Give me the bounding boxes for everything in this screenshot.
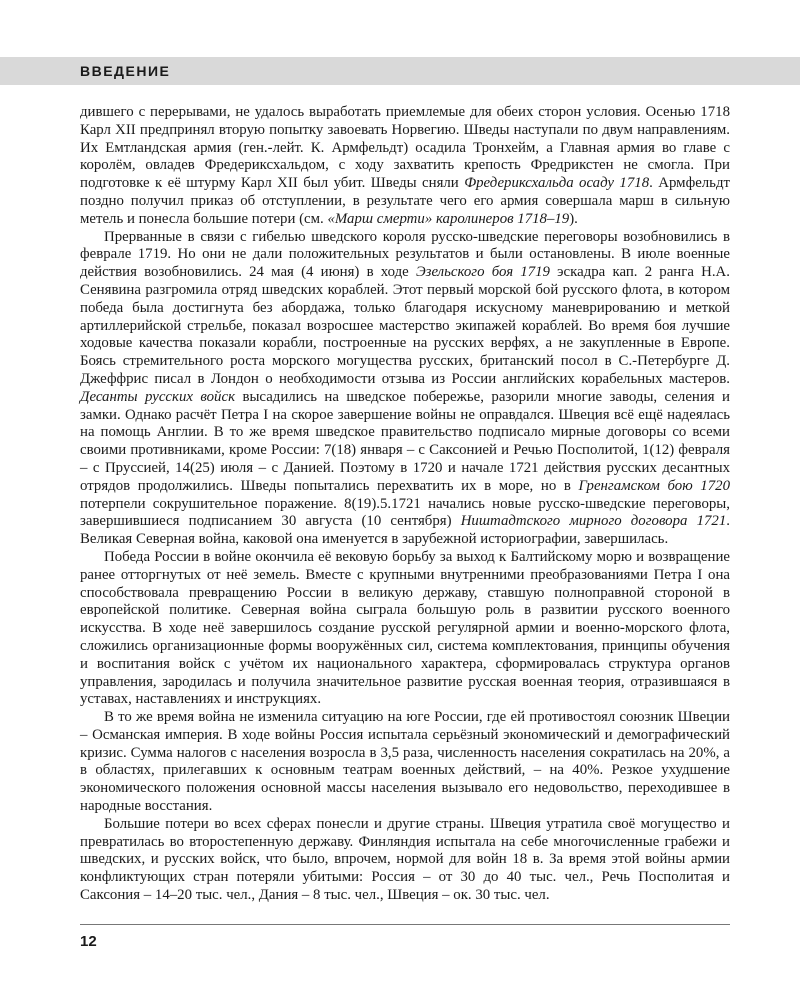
paragraph-text: Победа России в войне окончила её вековую борьбу за выход к Балтийскому морю и возвращение ранее отторгнутых от неё земель. Вместе с крупными внутренними преобразованиями Петра I она способствовала превращению России в великую державу, ставшую полноправной стороной в европейской политике. Северная война сыграла большую роль в развитии русского военного искусства. В ходе неё завершилось создание русской регулярной армии и военно-морского флота, сложились организационные формы вооружённых сил, система комплектования, принципы обучения и воспитания войск с учётом их национального характера, сформировалась структура органов управления, зародилась и получила значительное развитие русская военная теория, отразившаяся в уставах, наставлениях и инструкциях. (80, 548, 730, 708)
paragraph-text: эскадра кап. 2 ранга Н.А. Сенявина разгромила отряд шведских кораблей. Этот первый морской бой русского флота, в котором победа была достигнута без абордажа, только благодаря искусному маневрированию и меткой артиллерийской стрельбе, показал возросшее мастерство экипажей кораблей. Во время боя лучшие ходовые качества показали корабли, построенные на русских верфях, а не закупленные в Европе. Боясь стремительного роста морского могущества русских, британский посол в С.-Петербурге Д. Джеффрис писал в Лондон о необходимости отзыва из России английских корабельных мастеров. (80, 264, 730, 387)
section-title: ВВЕДЕНИЕ (80, 63, 171, 79)
paragraph-3 (80, 549, 730, 709)
paragraph-5 (80, 816, 730, 905)
paragraph-2 (80, 229, 730, 549)
paragraph-1 (80, 104, 730, 229)
article-body (80, 104, 730, 905)
paragraph-text: потерпели сокрушительное поражение. 8(19).5.1721 начались новые русско-шведские переговоры, завершившиеся подписанием 30 августа (10 сентября) (80, 495, 730, 530)
paragraph-text: ). (569, 210, 578, 227)
paragraph-text: высадились на шведское побережье, разорили многие заводы, селения и замки. Однако расчёт Петра I на скорое завершение войны не оправдался. Швеция всё ещё надеялась на помощь Англии. В то же время шведское правительство подписало мирные договоры со всеми своими противниками, кроме России: 7(18) января – с Саксонией и Речью Посполитой, 1(12) февраля – с Пруссией, 14(25) июля – с Данией. Поэтому в 1720 и начале 1721 действия русских десантных отрядов продолжились. Шведы попытались перехватить их в море, но в (80, 388, 730, 494)
paragraph-text: . Армфельдт поздно получил приказ об отступлении, в результате чего его армия совершала марш в сильную метель и понесла большие потери (см. (80, 175, 730, 227)
paragraph-4 (80, 709, 730, 816)
footer-divider (80, 924, 730, 925)
paragraph-text: . Великая Северная война, каковой она именуется в зарубежной историографии, завершилась. (80, 513, 730, 548)
article-reference-link: Десанты русских войск (80, 388, 236, 405)
article-reference-link: «Марш смерти» каролинеров 1718–19 (327, 210, 570, 227)
article-reference-link: Ништадтского мирного договора 1721 (460, 513, 727, 530)
page-number: 12 (80, 933, 97, 950)
paragraph-text: Прерванные в связи с гибелью шведского короля русско-шведские переговоры возобновились в феврале 1719. Но они не дали положительных результатов и были остановлены. В июле военные действия возобновились. 24 мая (4 июня) в ходе (80, 228, 730, 281)
article-reference-link: Фредериксхальда осаду 1718 (464, 175, 650, 192)
paragraph-text: дившего с перерывами, не удалось выработать приемлемые для обеих сторон условия. Осенью 1718 Карл XII предпринял вторую попытку завоевать Норвегию. Шведы наступали по двум направлениям. Их Емтландская армия (ген.-лейт. К. Армфельдт) осадила Тронхейм, а Главная армия во главе с королём, овладев Фредериксхальдом, с ходу захватить крепость Фредрикстен не смогла. При подготовке к её штурму Карл XII был убит. Шведы сняли (80, 104, 730, 192)
article-reference-link: Гренгамском бою 1720 (578, 477, 730, 494)
paragraph-text: В то же время война не изменила ситуацию на юге России, где ей противостоял союзник Швеции – Османская империя. В ходе войны Россия испытала серьёзный экономический и демографический кризис. Сумма налогов с населения возросла в 3,5 раза, численность населения сократилась на 20%, а в областях, прилегавших к основным театрам военных действий, – на 40%. Резкое ухудшение экономического положения основной массы населения вызывало его недовольство, переходившее в народные восстания. (80, 709, 730, 815)
paragraph-text: Большие потери во всех сферах понесли и другие страны. Швеция утратила своё могущество и превратилась во второстепенную державу. Финляндия испытала на себе многочисленные грабежи и шведских, и русских войск, что было, впрочем, нормой для войн 18 в. За время этой войны армии конфликтующих стран потеряли убитыми: Россия – от 30 до 40 тыс. чел., Речь Посполитая и Саксония – 14–20 тыс. чел., Дания – 8 тыс. чел., Швеция – ок. 30 тыс. чел. (80, 815, 730, 904)
article-reference-link: Эзельского боя 1719 (415, 264, 550, 281)
